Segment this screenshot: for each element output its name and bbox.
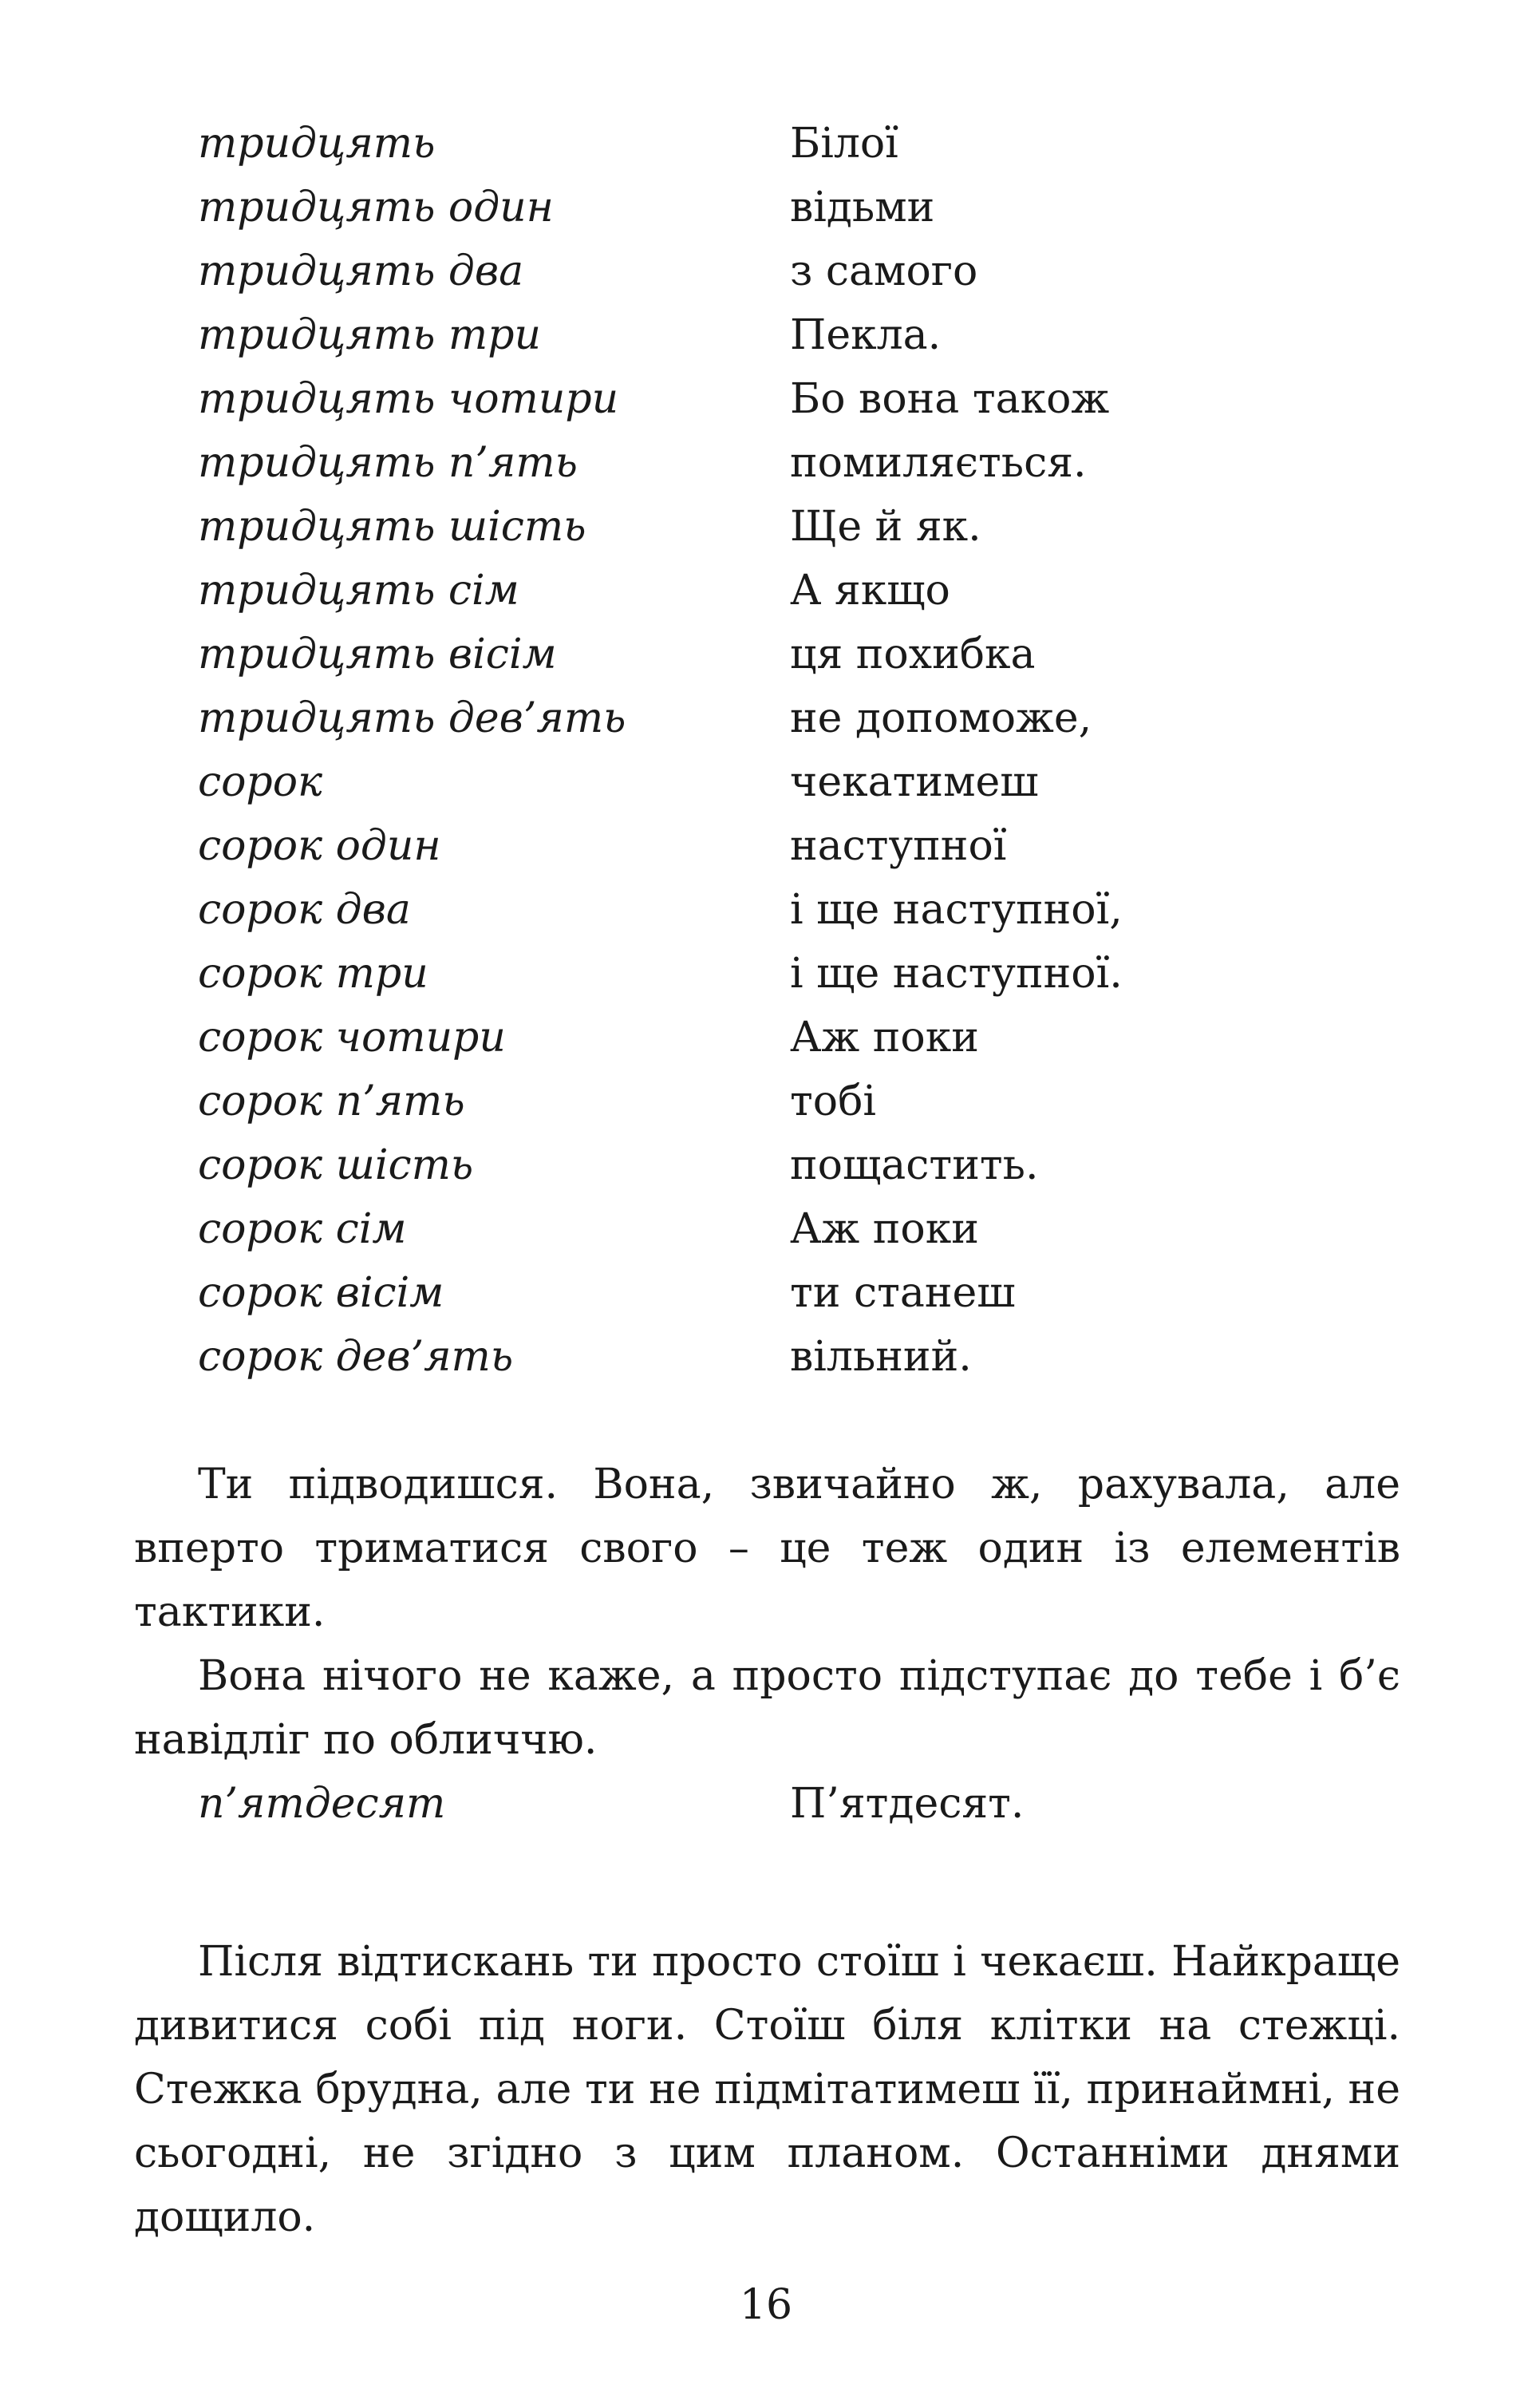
count-text: Аж поки: [790, 1205, 979, 1253]
count-number: тридцять сім: [198, 567, 519, 615]
count-number: сорок три: [198, 950, 428, 998]
count-row: [198, 1197, 1395, 1261]
count-list: [198, 112, 1395, 1389]
count-text: П’ятдесят.: [790, 1780, 1025, 1828]
count-number: сорок чотири: [198, 1014, 506, 1062]
count-row: [198, 176, 1395, 239]
count-text: ти станеш: [790, 1269, 1016, 1317]
prose-block-1: [134, 1453, 1400, 1772]
count-text: пощастить.: [790, 1141, 1039, 1189]
count-text: вільний.: [790, 1333, 972, 1381]
count-text: наступної: [790, 822, 1007, 870]
page-number: 16: [739, 2281, 793, 2329]
prose-block-2: [134, 1930, 1400, 2249]
count-row: [198, 431, 1395, 495]
count-row: [198, 303, 1395, 367]
count-number: сорок вісім: [198, 1269, 444, 1317]
count-number: сорок шість: [198, 1141, 474, 1189]
count-text: не допоможе,: [790, 694, 1092, 742]
count-text: ця похибка: [790, 631, 1036, 678]
count-row: [198, 686, 1395, 750]
count-row: [198, 1133, 1395, 1197]
count-row: [198, 878, 1395, 942]
count-text: тобі: [790, 1077, 877, 1125]
count-number: сорок п’ять: [198, 1077, 465, 1125]
count-number: сорок дев’ять: [198, 1333, 514, 1381]
count-text: з самого: [790, 247, 978, 295]
count-row: [198, 239, 1395, 303]
count-number: тридцять три: [198, 311, 541, 359]
count-text: Пекла.: [790, 311, 942, 359]
count-text: помиляється.: [790, 439, 1087, 487]
count-text: чекатимеш: [790, 758, 1039, 806]
paragraph: Ти підводишся. Вона, звичайно ж, рахувала, але вперто триматися свого – це теж один із елементів тактики.: [134, 1461, 1400, 1636]
count-row: [198, 112, 1395, 176]
count-text: і ще наступної.: [790, 950, 1123, 998]
count-row: [198, 623, 1395, 686]
count-row: [198, 942, 1395, 1006]
paragraph: Після відтискань ти просто стоїш і чекаєш. Найкраще дивитися собі під ноги. Стоїш біля клітки на стежці. Стежка брудна, але ти не підмітатимеш її, принаймні, не сьогодні, не згідно з цим планом. Останніми днями дощило.: [134, 1938, 1400, 2241]
count-number: тридцять дев’ять: [198, 694, 626, 742]
count-row: [198, 750, 1395, 814]
count-row: [198, 495, 1395, 559]
count-row: [198, 559, 1395, 623]
count-number: сорок сім: [198, 1205, 407, 1253]
count-row: [198, 1261, 1395, 1325]
count-row-fifty: [198, 1772, 1395, 1836]
count-number: тридцять шість: [198, 503, 586, 551]
paragraph: Вона нічого не каже, а просто підступає до тебе і б’є навідліг по обличчю.: [134, 1652, 1400, 1764]
count-row: [198, 1006, 1395, 1070]
count-number: тридцять п’ять: [198, 439, 578, 487]
count-number: п’ятдесят: [198, 1780, 446, 1828]
count-number: сорок один: [198, 822, 441, 870]
count-number: тридцять: [198, 120, 436, 168]
count-row: [198, 814, 1395, 878]
count-text: Білої: [790, 120, 898, 168]
count-number: сорок два: [198, 886, 411, 934]
count-number: тридцять вісім: [198, 631, 557, 678]
count-text: Ще й як.: [790, 503, 981, 551]
count-row: [198, 1325, 1395, 1389]
count-row: [198, 367, 1395, 431]
count-number: сорок: [198, 758, 323, 806]
count-text: А якщо: [790, 567, 950, 615]
count-number: тридцять чотири: [198, 375, 619, 423]
count-number: тридцять один: [198, 184, 554, 231]
count-row: [198, 1070, 1395, 1133]
count-text: Аж поки: [790, 1014, 979, 1062]
count-text: Бо вона також: [790, 375, 1110, 423]
count-text: і ще наступної,: [790, 886, 1123, 934]
count-number: тридцять два: [198, 247, 524, 295]
count-text: відьми: [790, 184, 935, 231]
